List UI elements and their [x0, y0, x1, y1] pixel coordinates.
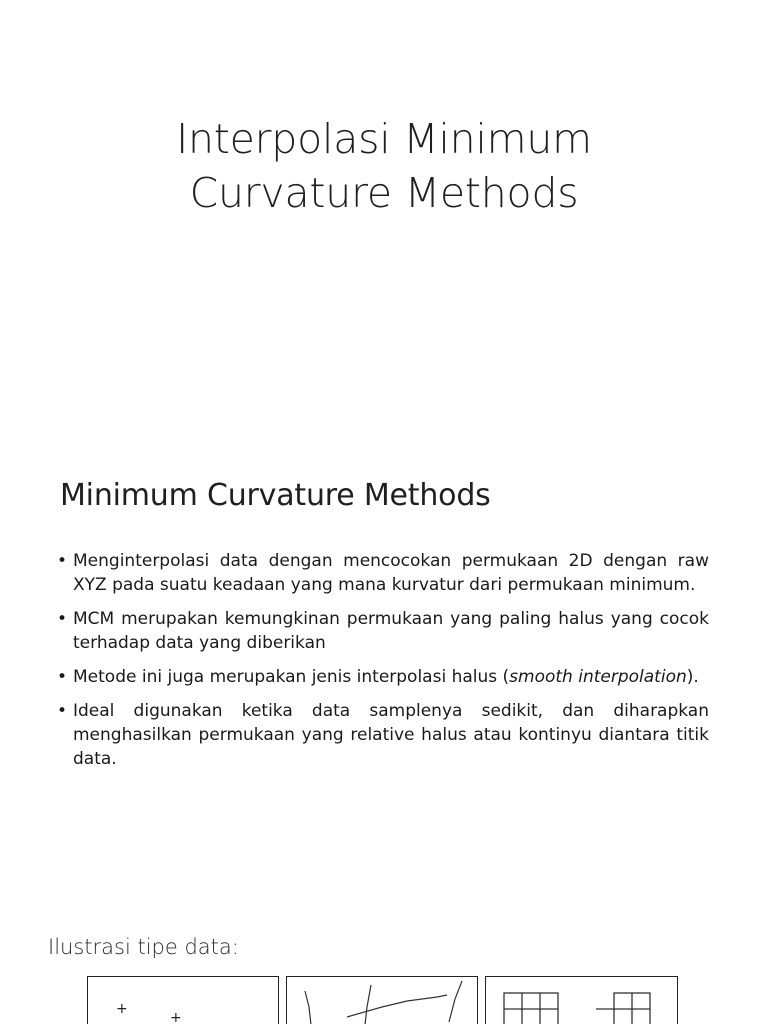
bullet-item — [57, 699, 709, 771]
track-line — [305, 991, 311, 1024]
track-line — [449, 981, 462, 1022]
track-data-illustration — [287, 977, 477, 1024]
slide-title-line-1: Interpolasi Minimum — [176, 115, 592, 163]
bullet-text-end: ). — [686, 667, 699, 687]
bullet-dot: • — [57, 701, 68, 721]
slide-title — [84, 112, 684, 220]
gridded-data-panel — [485, 976, 678, 1024]
scatter-point-marker: + — [116, 1001, 128, 1017]
bullet-dot: • — [57, 667, 68, 687]
bullet-item — [57, 549, 709, 597]
gridded-data-illustration — [486, 977, 677, 1024]
section-heading: Minimum Curvature Methods — [60, 478, 491, 513]
bullet-item — [57, 607, 709, 655]
illustration-caption: Ilustrasi tipe data: — [48, 935, 239, 959]
scattered-data-illustration — [88, 977, 278, 1024]
scattered-data-panel — [87, 976, 279, 1024]
bullet-text: Menginterpolasi data dengan mencocokan permukaan 2D dengan raw XYZ pada suatu keadaan yang mana kurvatur dari permukaan minimum. — [73, 551, 709, 595]
bullet-item — [57, 665, 709, 689]
bullet-dot: • — [57, 551, 68, 571]
track-line — [347, 997, 437, 1017]
bullet-dot: • — [57, 609, 68, 629]
track-line — [365, 985, 371, 1024]
bullet-list — [57, 549, 709, 781]
slide-title-line-2: Curvature Methods — [189, 169, 579, 217]
scatter-point-marker: + — [170, 1010, 182, 1024]
bullet-text: MCM merupakan kemungkinan permukaan yang paling halus yang cocok terhadap data yang diberikan — [73, 609, 709, 653]
track-data-panel — [286, 976, 478, 1024]
bullet-text-italic: smooth interpolation — [509, 667, 687, 687]
track-line — [437, 995, 447, 997]
bullet-text: Ideal digunakan ketika data samplenya sedikit, dan diharapkan menghasilkan permukaan yang relative halus atau kontinyu diantara titik data. — [73, 701, 709, 769]
bullet-text-start: Metode ini juga merupakan jenis interpolasi halus ( — [73, 667, 510, 687]
